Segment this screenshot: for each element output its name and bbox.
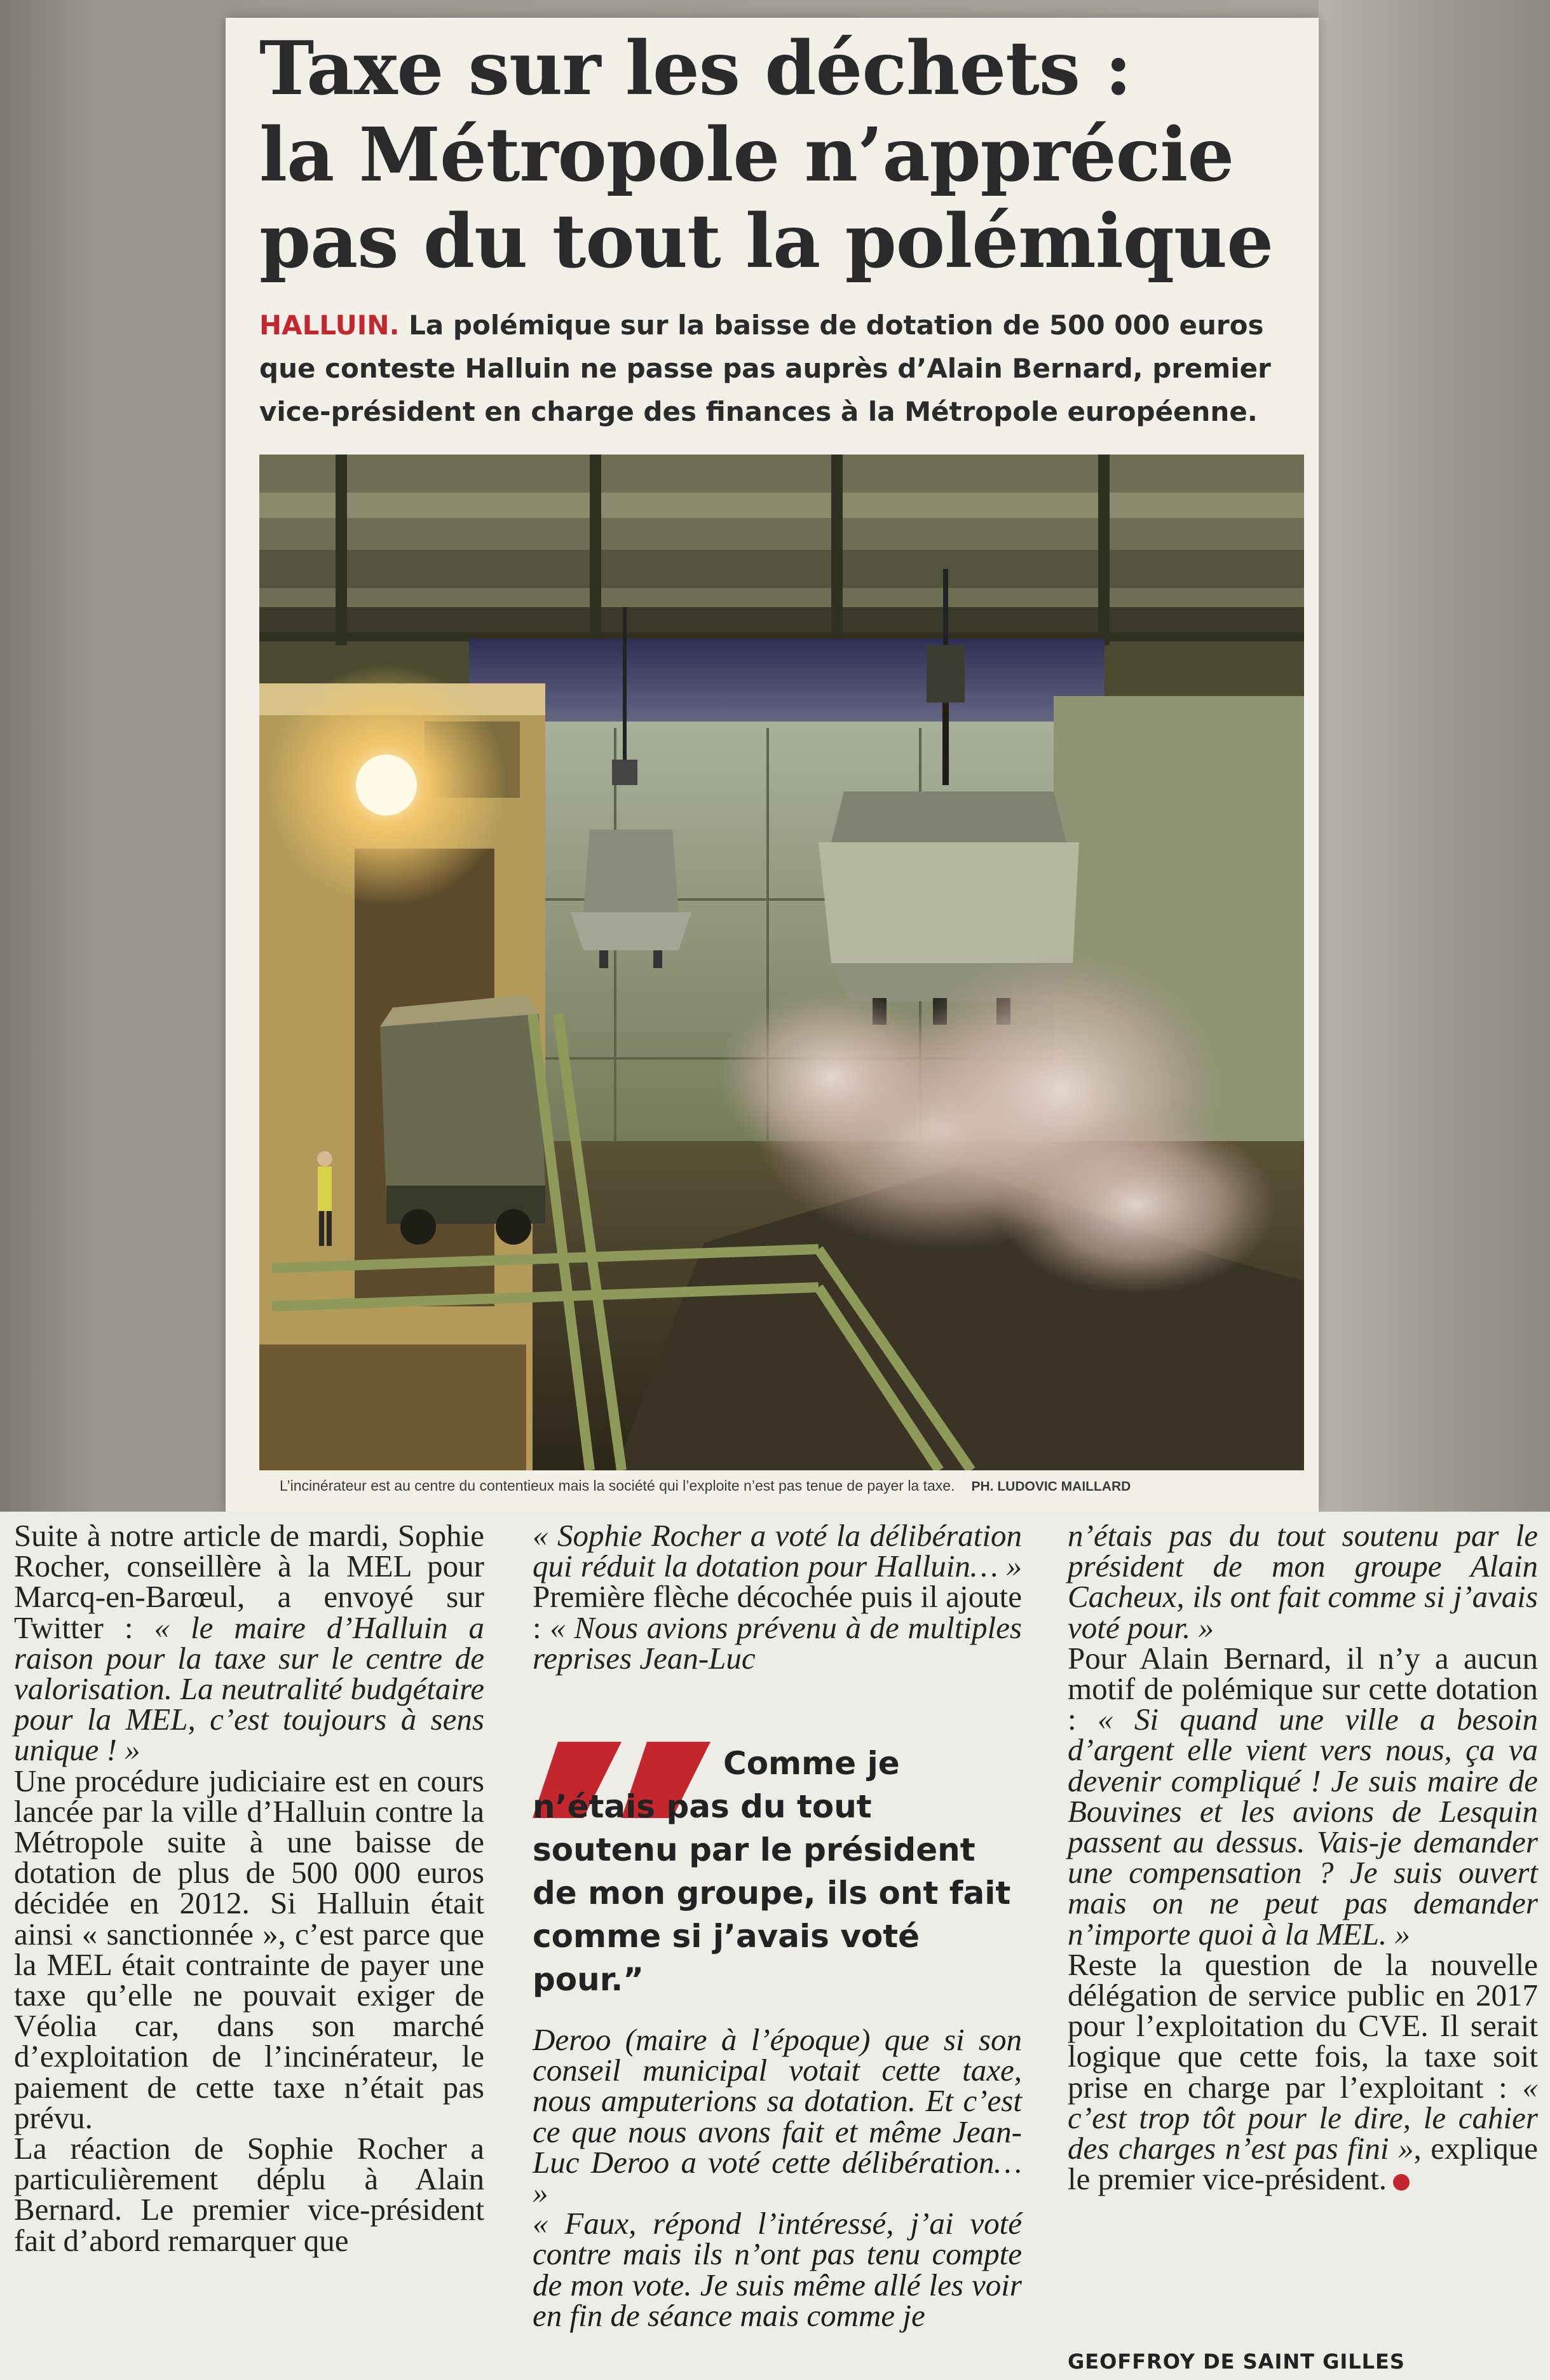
col3-paragraph-3	[1068, 1946, 1538, 2197]
col2-p1-text: Première flèche décochée puis il ajoute :	[533, 1579, 1022, 1645]
col3-p3-text: Reste la question de la nouvelle délégation de service public en 2017 pour l’exploitation du CVE. Il serait logique que cette fois, la taxe soit prise en charge par l’exploitant :	[1068, 1946, 1538, 2105]
caption-text: L’incinérateur est au centre du contentieux mais la société qui l’exploite n’est pas tenue de payer la taxe.	[280, 1477, 955, 1494]
col2-p1-quote: « Sophie Rocher a voté la délibération qui réduit la dotation pour Halluin… »	[533, 1518, 1022, 1584]
standfirst-text: La polémique sur la baisse de dotation de 500 000 euros que conteste Halluin ne passe pas auprès d’Alain Bernard, premier vice-président en charge des finances à la Métropole européenne.	[259, 310, 1271, 427]
col1-paragraph-2: Une procédure judiciaire est en cours lancée par la ville d’Halluin contre la Métropole suite à une baisse de dotation de plus de 500 000 euros décidée en 2012. Si Halluin était ainsi « sanctionnée », c’est parce que la MEL était contrainte de payer une taxe qu’elle ne pouvait exiger de Véolia car, dans son marché d’exploitation de l’incinérateur, le paiement de cette taxe n’était pas prévu.	[14, 1763, 484, 2135]
article-headline	[259, 25, 1308, 285]
article-standfirst	[259, 304, 1302, 434]
col3-p3-quote: « c’est trop tôt pour le dire, le cahier des charges n’est pas fini »	[1068, 2069, 1538, 2166]
photo-caption	[280, 1476, 1309, 1496]
col2-paragraph-2: Deroo (maire à l’époque) que si son conseil municipal votait cette taxe, nous amputerions sa dotation. Et c’est ce que nous avons fait et même Jean-Luc Deroo a voté cette délibération… »	[533, 2022, 1022, 2211]
col1-paragraph-3: La réaction de Sophie Rocher a particulièrement déplu à Alain Bernard. Le premier vice-président fait d’abord remarquer que	[14, 2131, 484, 2258]
col2-paragraph-3: « Faux, répond l’intéressé, j’ai voté contre mais ils n’ont pas tenu compte de mon vote. Je suis même allé les voir en fin de séance mais comme je	[533, 2206, 1022, 2333]
incinerator-photo	[259, 455, 1304, 1470]
col2-paragraph-1	[533, 1518, 1022, 1676]
col1-p1-text: Suite à notre article de mardi, Sophie Rocher, conseillère à la MEL pour Marcq-en-Barœul, a envoyé sur Twitter :	[14, 1518, 484, 1645]
garbage-truck	[380, 995, 545, 1245]
col3-p3-end: , explique le premier vice-président.	[1068, 2131, 1538, 2197]
col1-p1-quote: « le maire d’Halluin a raison pour la taxe sur le centre de valorisation. La neutralité budgétaire pour la MEL, c’est toujours à sens unique ! »	[14, 1610, 485, 1768]
col3-p2-text: Pour Alain Bernard, il n’y a aucun motif de polémique sur cette dotation :	[1068, 1640, 1538, 1737]
headline-line-1: Taxe sur les déchets :	[259, 25, 1132, 112]
headline-line-2: la Métropole n’apprécie	[259, 112, 1234, 198]
headline-line-3: pas du tout la polémique	[259, 198, 1274, 285]
col3-p2-quote: « Si quand une ville a besoin d’argent elle vient vers nous, ça va devenir compliqué ! Je suis maire de Bouvines et les avions de Lesquin passent au dessus. Vais-je demander une compensation ? Je suis ouvert mais on ne peut pas demander n’importe quoi à la MEL. »	[1068, 1702, 1538, 1952]
col3-paragraph-2	[1068, 1640, 1538, 1952]
body-column-1	[14, 1518, 485, 2258]
col2-p1-quote-2: « Nous avions prévenu à de multiples reprises Jean-Luc	[533, 1610, 1022, 1676]
col3-paragraph-1: n’étais pas du tout soutenu par le président de mon groupe Alain Cacheux, ils ont fait comme si j’avais voté pour. »	[1068, 1518, 1538, 1645]
author-signature: GEOFFROY DE SAINT GILLES	[1068, 2349, 1405, 2374]
standfirst-location: HALLUIN.	[259, 310, 400, 341]
pull-quote-text	[533, 1742, 1016, 2001]
body-column-2-bottom	[533, 2022, 1022, 2333]
body-column-2-top	[533, 1518, 1022, 1676]
col1-paragraph-1	[14, 1518, 485, 1768]
body-column-3	[1068, 1518, 1538, 2197]
adjacent-page-edge	[1319, 0, 1550, 1512]
end-of-article-icon	[1393, 2174, 1410, 2191]
incinerator-photo-illustration	[259, 455, 1304, 1470]
photo-credit: PH. LUDOVIC MAILLARD	[971, 1479, 1131, 1494]
pull-quote-body: Comme je n’étais pas du tout soutenu par le président de mon groupe, ils ont fait comme si j’avais voté pour.”	[533, 1745, 1011, 1998]
pull-quote	[533, 1742, 1022, 2009]
